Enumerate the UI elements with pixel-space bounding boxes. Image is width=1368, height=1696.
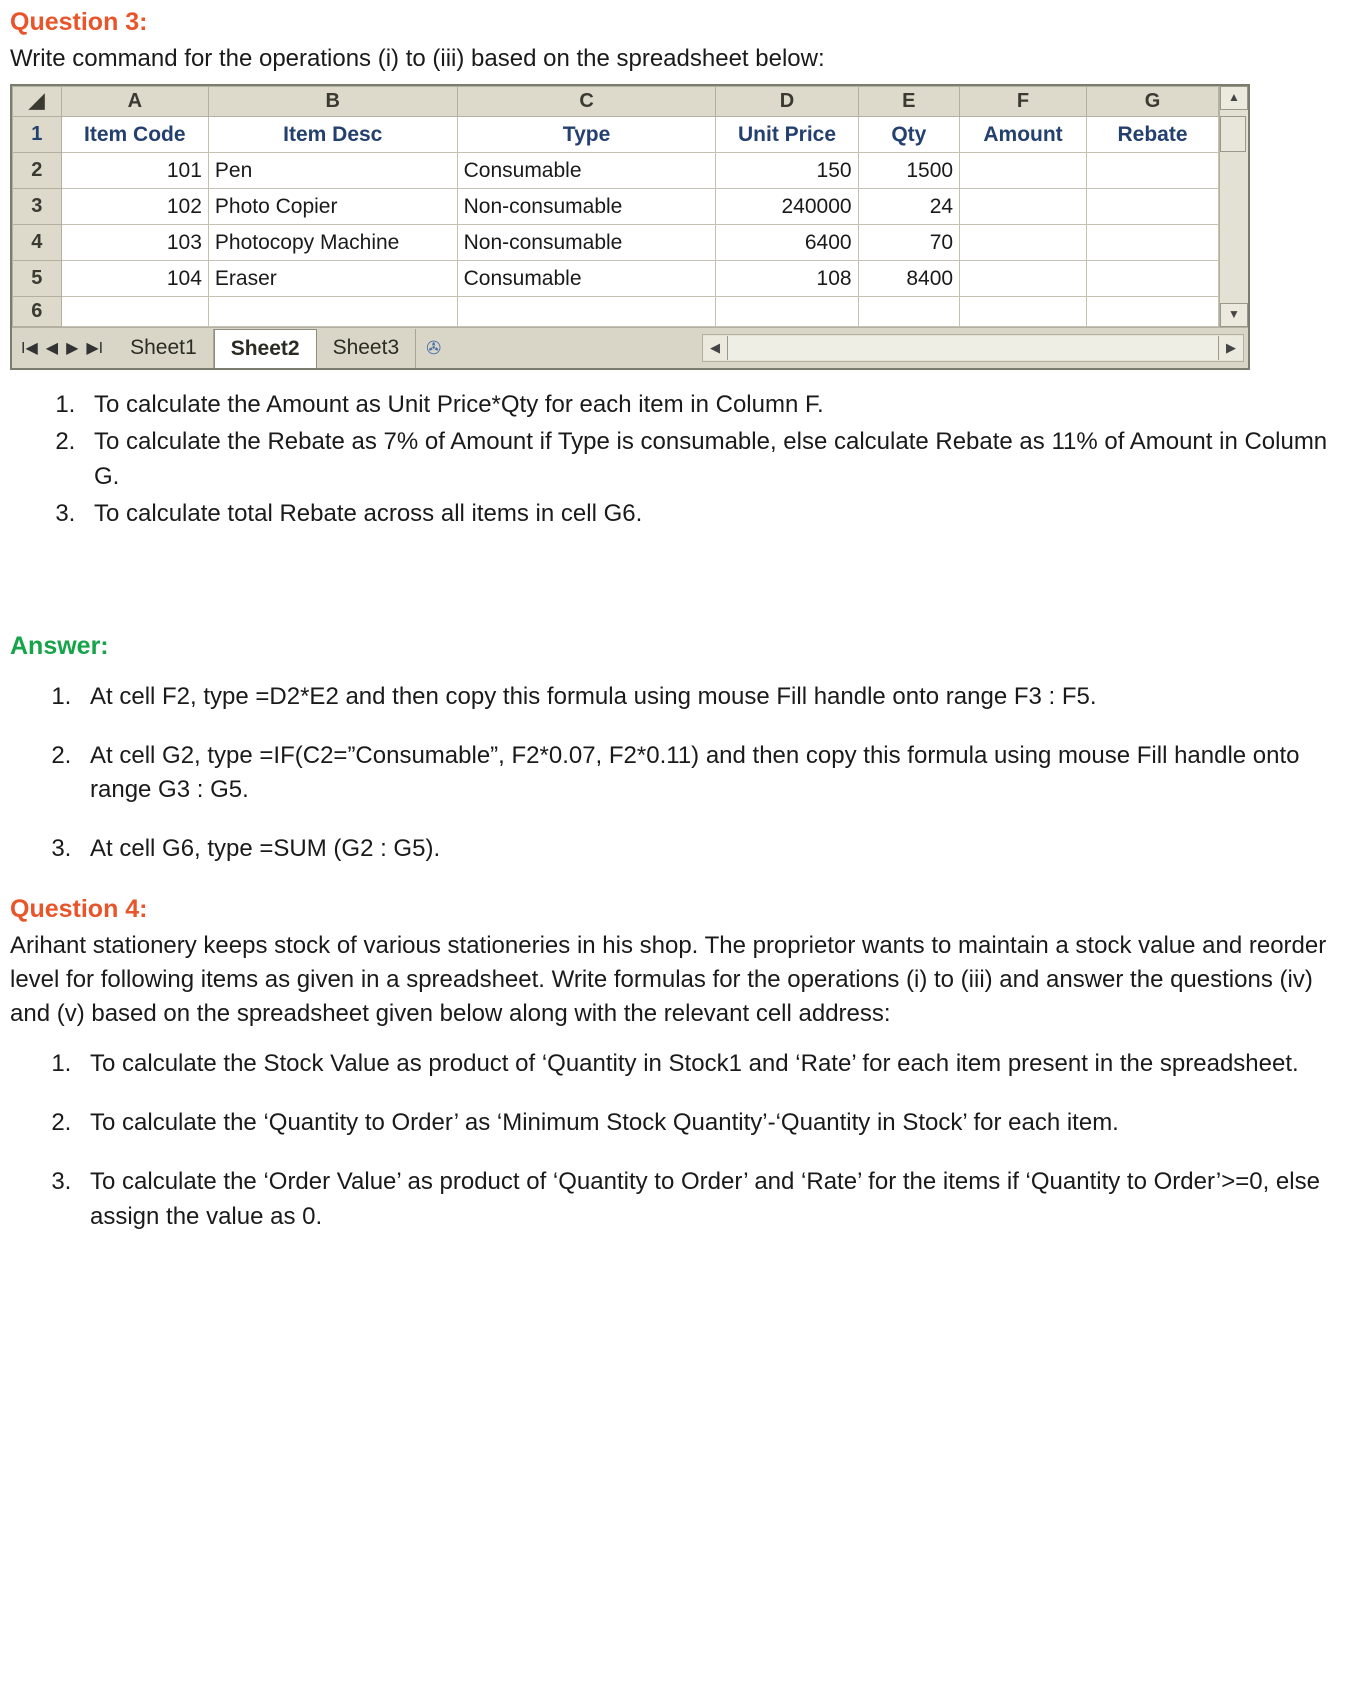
vertical-gap: [10, 542, 1358, 628]
next-sheet-icon[interactable]: ▶: [66, 339, 79, 357]
column-header-f[interactable]: F: [960, 87, 1087, 117]
list-item: 1. To calculate the Amount as Unit Price*Qty for each item in Column F.: [82, 388, 1358, 423]
row-header-5[interactable]: 5: [13, 261, 62, 297]
cell-e1[interactable]: Qty: [858, 117, 960, 153]
cell-b3[interactable]: Photo Copier: [208, 189, 457, 225]
vertical-scrollbar[interactable]: [1219, 86, 1248, 327]
question-4-task-list: [10, 1047, 1358, 1234]
cell-d5[interactable]: 108: [716, 261, 858, 297]
column-header-e[interactable]: E: [858, 87, 960, 117]
cell-c1[interactable]: Type: [457, 117, 716, 153]
cell-e6[interactable]: [858, 297, 960, 327]
cell-f3[interactable]: [960, 189, 1087, 225]
cell-b2[interactable]: Pen: [208, 153, 457, 189]
horizontal-scrollbar[interactable]: [702, 334, 1244, 362]
cell-b6[interactable]: [208, 297, 457, 327]
answer-3-list: [10, 680, 1358, 867]
cell-f6[interactable]: [960, 297, 1087, 327]
cell-e5[interactable]: 8400: [858, 261, 960, 297]
cell-b4[interactable]: Photocopy Machine: [208, 225, 457, 261]
sheet-nav-buttons[interactable]: [16, 337, 114, 360]
list-item: 3. To calculate total Rebate across all items in cell G6.: [82, 497, 1358, 532]
spreadsheet-body: [12, 86, 1248, 327]
list-item: 3. To calculate the ‘Order Value’ as product of ‘Quantity to Order’ and ‘Rate’ for the items if ‘Quantity to Order’>=0, else assign the value as 0.: [78, 1165, 1358, 1235]
list-item: 2. At cell G2, type =IF(C2=”Consumable”, F2*0.07, F2*0.11) and then copy this formula using mouse Fill handle onto range G3 : G5.: [78, 739, 1358, 809]
question-4-heading: Question 4:: [10, 894, 148, 923]
cell-d6[interactable]: [716, 297, 858, 327]
table-row: [13, 261, 1219, 297]
question-3-task-list: [10, 388, 1358, 531]
column-header-g[interactable]: G: [1086, 87, 1218, 117]
row-header-2[interactable]: 2: [13, 153, 62, 189]
table-row: [13, 117, 1219, 153]
horizontal-scroll-track[interactable]: [728, 336, 1218, 360]
spreadsheet-grid[interactable]: [12, 86, 1219, 327]
question-3-heading: Question 3:: [10, 8, 148, 36]
cell-c5[interactable]: Consumable: [457, 261, 716, 297]
cell-a6[interactable]: [61, 297, 208, 327]
cell-g4[interactable]: [1086, 225, 1218, 261]
cell-c4[interactable]: Non-consumable: [457, 225, 716, 261]
cell-d3[interactable]: 240000: [716, 189, 858, 225]
cell-a4[interactable]: 103: [61, 225, 208, 261]
cell-g5[interactable]: [1086, 261, 1218, 297]
spreadsheet-screenshot: [10, 84, 1250, 370]
cell-f5[interactable]: [960, 261, 1087, 297]
table-row: [13, 297, 1219, 327]
row-header-1[interactable]: 1: [13, 117, 62, 153]
column-header-b[interactable]: B: [208, 87, 457, 117]
scroll-up-icon[interactable]: ▲: [1220, 86, 1248, 110]
select-all-icon[interactable]: ◢: [13, 87, 62, 117]
scroll-left-icon[interactable]: ◀: [703, 336, 728, 360]
sheet-tab-sheet3[interactable]: Sheet3: [317, 329, 417, 367]
new-sheet-icon[interactable]: ✇: [426, 338, 442, 359]
cell-e3[interactable]: 24: [858, 189, 960, 225]
cell-g3[interactable]: [1086, 189, 1218, 225]
row-header-4[interactable]: 4: [13, 225, 62, 261]
cell-f2[interactable]: [960, 153, 1087, 189]
column-header-row: [13, 87, 1219, 117]
sheet-tab-sheet2[interactable]: Sheet2: [214, 329, 317, 368]
cell-a3[interactable]: 102: [61, 189, 208, 225]
row-header-6[interactable]: 6: [13, 297, 62, 327]
cell-b5[interactable]: Eraser: [208, 261, 457, 297]
question-4-intro: Arihant stationery keeps stock of various stationeries in his shop. The proprietor wants to maintain a stock value and reorder level for following items as given in a spreadsheet. Write formulas for the operations (i) to (iii) and answer the questions (iv) and (v) based on the spreadsheet given below along with the relevant cell address:: [10, 932, 1327, 1028]
cell-c6[interactable]: [457, 297, 716, 327]
cell-g2[interactable]: [1086, 153, 1218, 189]
prev-sheet-icon[interactable]: ◀: [45, 339, 59, 357]
scroll-right-icon[interactable]: ▶: [1218, 336, 1243, 360]
table-row: [13, 225, 1219, 261]
list-item: 1. At cell F2, type =D2*E2 and then copy this formula using mouse Fill handle onto range F3 : F5.: [78, 680, 1358, 715]
last-sheet-icon[interactable]: ▶I: [86, 339, 104, 357]
cell-c3[interactable]: Non-consumable: [457, 189, 716, 225]
column-header-d[interactable]: D: [716, 87, 858, 117]
cell-a1[interactable]: Item Code: [61, 117, 208, 153]
cell-c2[interactable]: Consumable: [457, 153, 716, 189]
question-3-intro: Write command for the operations (i) to (iii) based on the spreadsheet below:: [10, 45, 825, 73]
list-item: 1. To calculate the Stock Value as product of ‘Quantity in Stock1 and ‘Rate’ for each item present in the spreadsheet.: [78, 1047, 1358, 1082]
cell-g1[interactable]: Rebate: [1086, 117, 1218, 153]
table-row: [13, 189, 1219, 225]
cell-e4[interactable]: 70: [858, 225, 960, 261]
row-header-3[interactable]: 3: [13, 189, 62, 225]
cell-a2[interactable]: 101: [61, 153, 208, 189]
answer-heading: Answer:: [10, 631, 109, 660]
sheet-tab-bar: [12, 327, 1248, 368]
cell-b1[interactable]: Item Desc: [208, 117, 457, 153]
cell-d2[interactable]: 150: [716, 153, 858, 189]
first-sheet-icon[interactable]: I◀: [21, 339, 38, 357]
cell-d4[interactable]: 6400: [716, 225, 858, 261]
cell-g6[interactable]: [1086, 297, 1218, 327]
cell-a5[interactable]: 104: [61, 261, 208, 297]
list-item: 2. To calculate the Rebate as 7% of Amount if Type is consumable, else calculate Rebate as 11% of Amount in Column G.: [82, 425, 1358, 495]
list-item: 3. At cell G6, type =SUM (G2 : G5).: [78, 832, 1358, 867]
column-header-a[interactable]: A: [61, 87, 208, 117]
list-item: 2. To calculate the ‘Quantity to Order’ as ‘Minimum Stock Quantity’-‘Quantity in Stock’ for each item.: [78, 1106, 1358, 1141]
cell-f4[interactable]: [960, 225, 1087, 261]
sheet-tab-sheet1[interactable]: Sheet1: [114, 329, 214, 367]
cell-f1[interactable]: Amount: [960, 117, 1087, 153]
column-header-c[interactable]: C: [457, 87, 716, 117]
scroll-down-icon[interactable]: ▼: [1220, 303, 1248, 327]
vertical-scroll-thumb[interactable]: [1220, 116, 1246, 152]
cell-e2[interactable]: 1500: [858, 153, 960, 189]
cell-d1[interactable]: Unit Price: [716, 117, 858, 153]
table-row: [13, 153, 1219, 189]
